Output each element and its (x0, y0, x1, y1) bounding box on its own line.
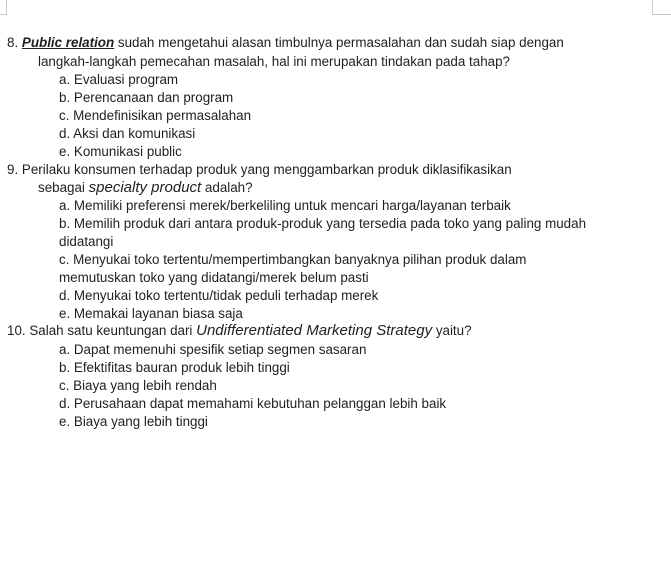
question-9-option-c: c. Menyukai toko tertentu/mempertimbangkan banyaknya pilihan produk dalam (59, 252, 527, 267)
crop-mark-top-left (6, 0, 7, 14)
question-10-option-d: d. Perusahaan dapat memahami kebutuhan pelanggan lebih baik (59, 396, 447, 411)
question-10-option-a: a. Dapat memenuhi spesifik setiap segmen sasaran (59, 342, 367, 357)
question-9-option-c-cont: memutuskan toko yang didatangi/merek belum pasti (59, 270, 369, 285)
question-8-option-d: d. Aksi dan komunikasi (59, 126, 196, 141)
question-9-continuation-after: adalah? (201, 180, 253, 195)
question-10-option-b: b. Efektifitas bauran produk lebih tinggi (59, 360, 290, 375)
question-9-option-a: a. Memiliki preferensi merek/berkeliling untuk mencari harga/layanan terbaik (59, 198, 511, 213)
question-8-text: sudah mengetahui alasan timbulnya permasalahan dan sudah siap dengan (114, 35, 564, 50)
question-9-option-d: d. Menyukai toko tertentu/tidak peduli terhadap merek (59, 288, 379, 303)
question-10-number: 10. (7, 323, 26, 338)
question-8-line-2: langkah-langkah pemecahan masalah, hal ini merupakan tindakan pada tahap? (38, 54, 510, 69)
question-9-text: Perilaku konsumen terhadap produk yang menggambarkan produk diklasifikasikan (21, 162, 512, 177)
question-8-line-1 (7, 34, 564, 51)
question-9-number: 9. (7, 162, 19, 177)
question-9-line-1 (7, 161, 512, 178)
question-8-option-b: b. Perencanaan dan program (59, 90, 234, 105)
question-8-option-a: a. Evaluasi program (59, 72, 179, 87)
question-9-line-2 (38, 179, 253, 196)
question-9-continuation-before: sebagai (38, 180, 89, 195)
question-8-number: 8. (7, 35, 19, 50)
question-10-text-before: Salah satu keuntungan dari (29, 323, 197, 338)
question-9-option-b: b. Memilih produk dari antara produk-produk yang tersedia pada toko yang paling mudah (59, 216, 587, 231)
crop-mark-top-right (652, 0, 653, 14)
question-10-line-1 (7, 322, 472, 339)
question-9-term: specialty product (88, 179, 202, 196)
crop-mark-top-right-horizontal (652, 14, 671, 15)
question-10-option-c: c. Biaya yang lebih rendah (59, 378, 217, 393)
question-9-option-b-cont: didatangi (59, 234, 114, 249)
question-10-term: Undifferentiated Marketing Strategy (196, 322, 433, 339)
question-8-option-e: e. Komunikasi public (59, 144, 182, 159)
question-8-term: Public relation (21, 35, 115, 50)
question-10-option-e: e. Biaya yang lebih tinggi (59, 414, 208, 429)
question-8-option-c: c. Mendefinisikan permasalahan (59, 108, 252, 123)
crop-mark-top-left-horizontal (0, 14, 7, 15)
question-9-option-e: e. Memakai layanan biasa saja (59, 306, 243, 321)
question-10-text-after: yaitu? (432, 323, 472, 338)
